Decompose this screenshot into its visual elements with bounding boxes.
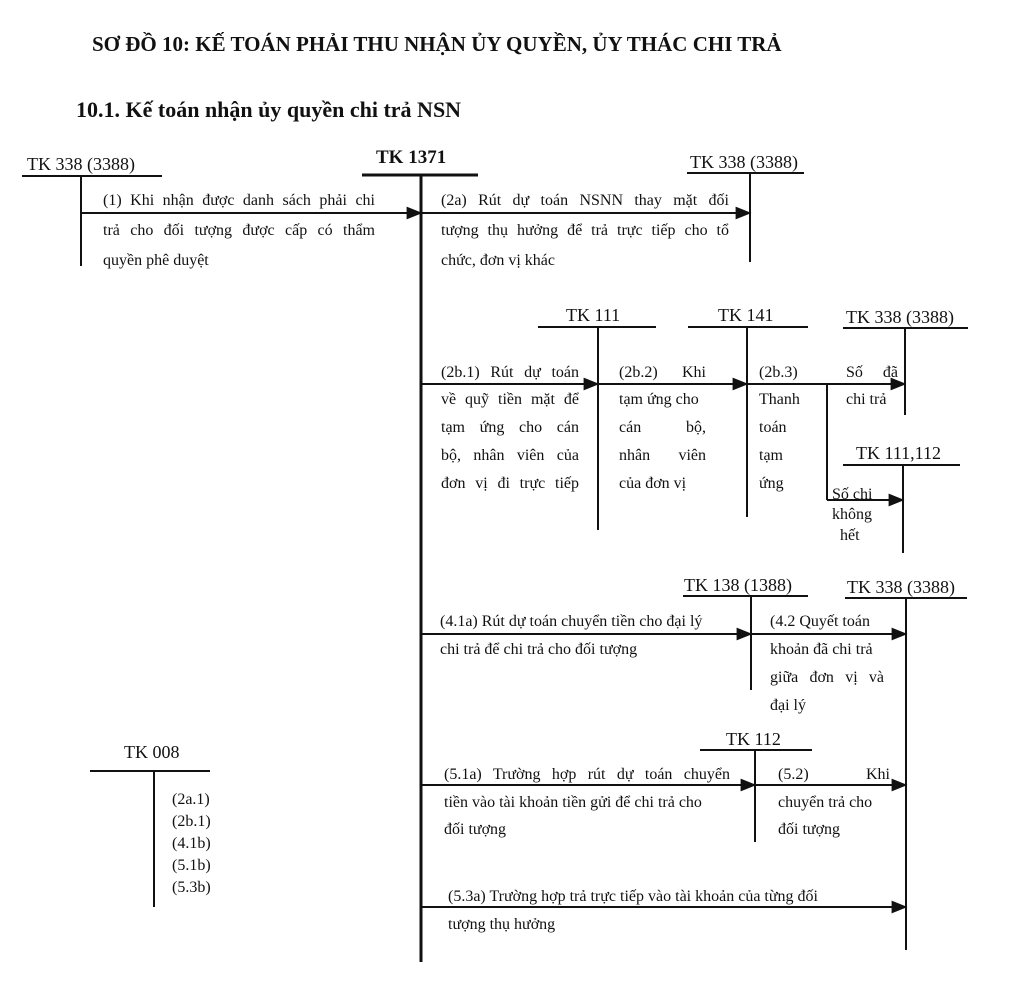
- entry-42-line3: giữa đơn vị và: [770, 669, 884, 686]
- entry-2b3-line1: (2b.3): [759, 364, 798, 381]
- tk008-item: (5.1b): [172, 857, 211, 874]
- entry-53a-line1: (5.3a) Trường hợp trả trực tiếp vào tài khoản của từng đối: [448, 888, 818, 905]
- label-tk338-left: TK 338 (3388): [27, 154, 135, 174]
- entry-42-line4: đại lý: [770, 697, 806, 714]
- label-so-da: Số đã: [846, 364, 898, 381]
- entry-51a-line3: đối tượng: [444, 821, 507, 838]
- entry-1-line1: (1) Khi nhận được danh sách phải chi: [103, 192, 375, 209]
- entry-2b1-line5: đơn vị đi trực tiếp: [441, 475, 579, 492]
- entry-41a-line1: (4.1a) Rút dự toán chuyển tiền cho đại lý: [440, 613, 703, 630]
- entry-2b3-line4: tạm: [759, 447, 783, 464]
- entry-2b2-line5: của đơn vị: [619, 475, 687, 492]
- label-so-chi-line3: hết: [840, 527, 860, 544]
- label-tk338-lower: TK 338 (3388): [847, 577, 955, 597]
- entry-2b2-line4: nhân viên: [619, 447, 706, 464]
- label-tk1371: TK 1371: [376, 147, 447, 168]
- entry-2b1-line1: (2b.1) Rút dự toán: [441, 364, 579, 381]
- entry-53a-line2: tượng thụ hưởng: [448, 916, 556, 933]
- label-tk141: TK 141: [718, 305, 774, 325]
- label-tk112: TK 112: [726, 729, 781, 749]
- label-chi-tra: chi trả: [846, 391, 887, 408]
- entry-2a-line2: tượng thụ hưởng để trả trực tiếp cho tổ: [441, 222, 729, 239]
- label-so-chi-line1: Số chi: [832, 486, 873, 503]
- entry-2b1-line2: về quỹ tiền mặt để: [441, 391, 579, 408]
- entry-1-line2: trả cho đối tượng được cấp có thẩm: [103, 222, 375, 239]
- entry-52-line2: chuyển trả cho: [778, 794, 873, 811]
- entry-2a-line3: chức, đơn vị khác: [441, 252, 555, 269]
- entry-51a-line1: (5.1a) Trường hợp rút dự toán chuyển: [444, 766, 730, 783]
- label-tk338-top: TK 338 (3388): [690, 152, 798, 172]
- entry-2a-line1: (2a) Rút dự toán NSNN thay mặt đối: [441, 192, 729, 209]
- entry-2b2-line1: (2b.2) Khi: [619, 364, 706, 381]
- entry-2b3-line3: toán: [759, 419, 787, 436]
- section-subtitle: 10.1. Kế toán nhận ủy quyền chi trả NSN: [76, 97, 462, 122]
- label-tk008: TK 008: [124, 742, 180, 762]
- entry-1-line3: quyền phê duyệt: [103, 252, 209, 269]
- entry-51a-line2: tiền vào tài khoản tiền gửi để chi trả cho: [444, 794, 702, 811]
- entry-2b2-line3: cán bộ,: [619, 419, 706, 436]
- entry-2b3-line2: Thanh: [759, 391, 800, 408]
- entry-42-line2: khoản đã chi trả: [770, 641, 873, 658]
- entry-2b2-line2: tạm ứng cho: [619, 391, 699, 408]
- label-tk111: TK 111: [566, 305, 621, 325]
- entry-2b1-line4: bộ, nhân viên của: [441, 447, 579, 464]
- entry-2b3-line5: ứng: [759, 475, 784, 492]
- entry-52-line1: (5.2) Khi: [778, 766, 890, 783]
- entry-42-line1: (4.2 Quyết toán: [770, 613, 870, 630]
- label-so-chi-line2: không: [832, 506, 872, 523]
- tk008-item: (4.1b): [172, 835, 211, 852]
- entry-2b1-line3: tạm ứng cho cán: [441, 419, 579, 436]
- entry-41a-line2: chi trả để chi trả cho đối tượng: [440, 641, 638, 658]
- tk008-item: (2a.1): [172, 791, 210, 808]
- label-tk138: TK 138 (1388): [684, 575, 792, 595]
- diagram-title: SƠ ĐỒ 10: KẾ TOÁN PHẢI THU NHẬN ỦY QUYỀN, ỦY THÁC CHI TRẢ: [92, 32, 782, 56]
- label-tk338-mid: TK 338 (3388): [846, 307, 954, 327]
- tk008-item: (5.3b): [172, 879, 211, 896]
- entry-52-line3: đối tượng: [778, 821, 841, 838]
- tk008-item: (2b.1): [172, 813, 211, 830]
- label-tk111-112: TK 111,112: [856, 443, 941, 463]
